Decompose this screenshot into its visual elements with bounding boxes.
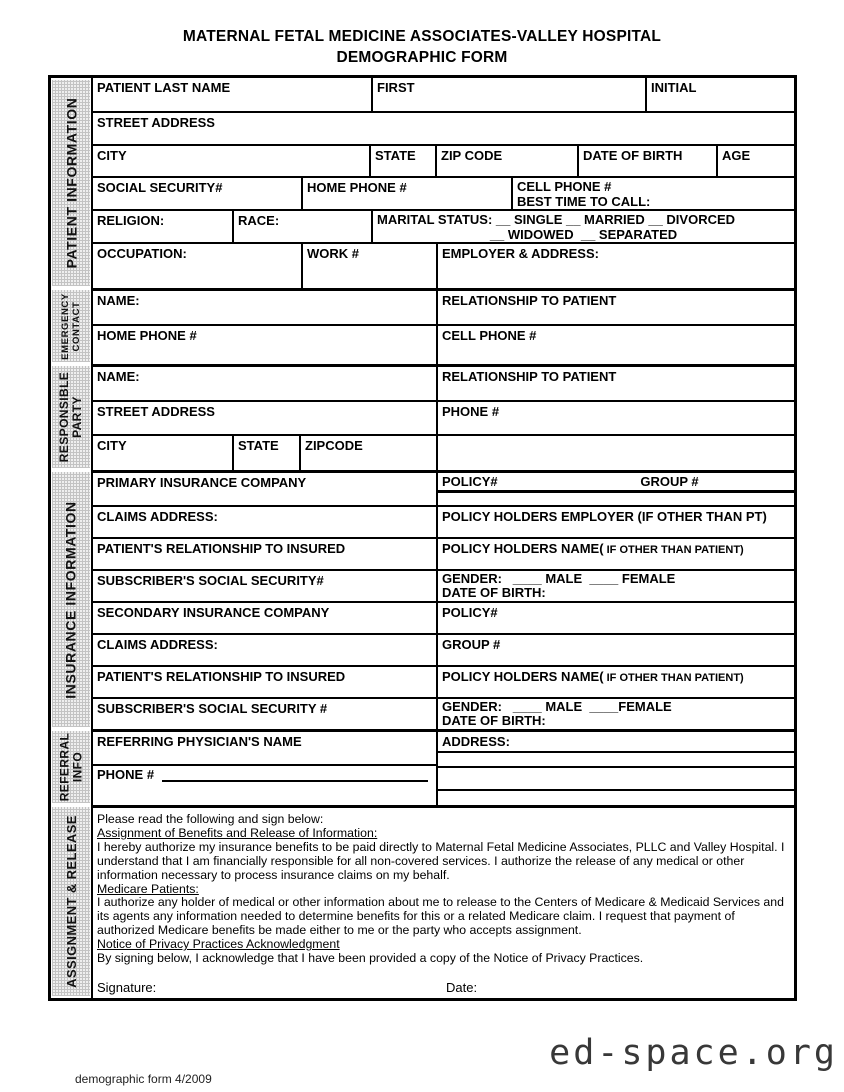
field-policy-holder-name-2: POLICY HOLDERS NAME( IF OTHER THAN PATIENT) [436, 667, 794, 697]
field-race: RACE: [232, 211, 371, 242]
field-age: AGE [716, 146, 794, 176]
field-subscriber-ssn-1: SUBSCRIBER'S SOCIAL SECURITY# [97, 573, 324, 588]
row-rp-name [93, 367, 794, 400]
field-ec-name: NAME: [97, 293, 140, 308]
field-ec-cell-phone: CELL PHONE # [436, 326, 794, 364]
responsible-rows [91, 364, 794, 470]
assignment-heading-medicare: Medicare Patients: [97, 881, 199, 896]
field-relationship-to-insured-1: PATIENT'S RELATIONSHIP TO INSURED [97, 541, 346, 556]
sidebar-label-patient-information: PATIENT INFORMATION [63, 97, 80, 269]
sidebar-label-assignment-release: ASSIGNMENT & RELEASE [63, 815, 79, 988]
address-writein-line-3 [438, 789, 794, 805]
referral-left-column [93, 732, 436, 805]
assignment-content [91, 805, 794, 998]
field-work-phone: WORK # [301, 244, 436, 288]
policy-number-label: POLICY# [442, 474, 498, 489]
policy-group-writein-area [438, 490, 794, 505]
demographic-form-table [48, 75, 797, 1001]
row-street [93, 111, 794, 144]
field-rp-zipcode: ZIPCODE [299, 436, 436, 470]
sidebar-texture [52, 472, 90, 727]
field-rp-state: STATE [232, 436, 299, 470]
row-claims-address-1 [93, 505, 794, 537]
field-marital-status [371, 211, 794, 242]
sidebar-texture [52, 80, 90, 286]
field-claims-address-1: CLAIMS ADDRESS: [97, 509, 218, 524]
row-subscriber-ssn-1 [93, 569, 794, 601]
signature-label: Signature: [97, 980, 157, 996]
gender-line-1: GENDER: ____ MALE ____ FEMALE [442, 571, 676, 586]
field-rp-blank [436, 436, 794, 470]
field-referring-physician: REFERRING PHYSICIAN'S NAME [97, 734, 302, 749]
field-first-name: FIRST [371, 78, 645, 111]
field-cell-phone [511, 178, 794, 209]
field-primary-insurance-company: PRIMARY INSURANCE COMPANY [97, 475, 307, 490]
sidebar-texture [52, 731, 90, 803]
referral-grid [93, 732, 794, 805]
sidebar-assignment-release [51, 805, 91, 998]
dob-line-1: DATE OF BIRTH: [442, 585, 546, 600]
sidebar-label-referral-info: REFERRAL INFO [57, 732, 85, 802]
form-title-line2: DEMOGRAPHIC FORM [336, 49, 508, 66]
sidebar-referral-info [51, 729, 91, 805]
field-relationship-to-insured-2: PATIENT'S RELATIONSHIP TO INSURED [97, 669, 346, 684]
field-street-address: STREET ADDRESS [97, 115, 215, 130]
row-ec-phones [93, 324, 794, 364]
referral-right-column [436, 732, 794, 805]
row-rp-street [93, 400, 794, 434]
row-religion-race-marital [93, 209, 794, 242]
field-date-of-birth: DATE OF BIRTH [577, 146, 716, 176]
field-rp-city: CITY [97, 438, 127, 453]
sidebar-responsible-party [51, 364, 91, 470]
row-relationship-2 [93, 665, 794, 697]
field-social-security: SOCIAL SECURITY# [97, 180, 223, 195]
assignment-heading-benefits: Assignment of Benefits and Release of Information: [97, 825, 378, 840]
best-time-label: BEST TIME TO CALL: [517, 194, 651, 209]
sidebar-label-responsible-party: RESPONSIBLE PARTY [57, 371, 85, 463]
field-home-phone: HOME PHONE # [301, 178, 511, 209]
dob-line-2: DATE OF BIRTH: [442, 713, 546, 728]
row-claims-address-2 [93, 633, 794, 665]
field-referral-address: ADDRESS: [442, 734, 510, 749]
section-insurance-information [51, 470, 794, 729]
form-title [0, 26, 844, 68]
sidebar-label-emergency-contact: EMERGENCY CONTACT [59, 292, 82, 360]
field-policy-holder-name-1: POLICY HOLDERS NAME( IF OTHER THAN PATIENT) [436, 539, 794, 569]
field-rp-relationship: RELATIONSHIP TO PATIENT [436, 367, 794, 400]
field-ec-home-phone: HOME PHONE # [97, 328, 197, 343]
field-rp-phone: PHONE # [436, 402, 794, 434]
phone-writein-line [162, 767, 428, 782]
field-referral-phone: PHONE # [93, 764, 436, 805]
field-group-number-2: GROUP # [436, 635, 794, 665]
field-zip-code: ZIP CODE [435, 146, 577, 176]
sidebar-texture [52, 290, 90, 362]
field-city: CITY [97, 148, 127, 163]
field-rp-street: STREET ADDRESS [97, 404, 215, 419]
gender-line-2: GENDER: ____ MALE ____FEMALE [442, 699, 672, 714]
assignment-paragraph-privacy: By signing below, I acknowledge that I have been provided a copy of the Notice of Privacy Practices. [97, 951, 644, 966]
assignment-paragraph-medicare: I authorize any holder of medical or other information about me to release to the Centers of Medicare & Medicaid Services and its agents any information needed to determine benefits for this or a related Medicare claim. I request that payment of authorized Medicare benefits be made either to me or the party who accepts assignment. [97, 895, 784, 938]
section-patient-information [51, 78, 794, 288]
assignment-heading-privacy: Notice of Privacy Practices Acknowledgment [97, 937, 340, 952]
row-phones [93, 176, 794, 209]
form-title-line1: MATERNAL FETAL MEDICINE ASSOCIATES-VALLEY HOSPITAL [182, 28, 662, 45]
sidebar-label-insurance-information: INSURANCE INFORMATION [63, 500, 80, 699]
field-subscriber-ssn-2: SUBSCRIBER'S SOCIAL SECURITY # [97, 701, 328, 716]
form-version-note: demographic form 4/2009 [75, 1072, 212, 1086]
field-claims-address-2: CLAIMS ADDRESS: [97, 637, 218, 652]
field-occupation: OCCUPATION: [97, 246, 187, 261]
field-policy-holder-employer: POLICY HOLDERS EMPLOYER (IF OTHER THAN PT) [436, 507, 794, 537]
field-gender-dob-1 [436, 571, 794, 601]
emergency-rows [91, 288, 794, 364]
field-gender-dob-2 [436, 699, 794, 729]
field-policy-group [436, 473, 794, 505]
group-number-label: GROUP # [640, 474, 699, 489]
address-writein-line-1 [438, 751, 794, 766]
row-rp-city [93, 434, 794, 470]
patient-rows [91, 78, 794, 288]
signature-row [97, 981, 786, 998]
assignment-text-block [93, 808, 794, 998]
section-assignment-release [51, 805, 794, 998]
field-ec-relationship: RELATIONSHIP TO PATIENT [436, 291, 794, 324]
watermark-ed-space: ed-space.org [549, 1033, 838, 1073]
sidebar-patient-information [51, 78, 91, 288]
field-state: STATE [369, 146, 435, 176]
date-label: Date: [446, 980, 478, 996]
marital-status-line2: __ WIDOWED __ SEPARATED [489, 227, 678, 242]
referral-rows [91, 729, 794, 805]
sidebar-texture [52, 366, 90, 468]
insurance-rows [91, 470, 794, 729]
assignment-intro: Please read the following and sign below: [97, 812, 324, 826]
row-ec-name [93, 291, 794, 324]
row-primary-insurance [93, 473, 794, 505]
row-relationship-1 [93, 537, 794, 569]
policy-group-labels [438, 473, 794, 490]
section-emergency-contact [51, 288, 794, 364]
address-writein-line-2 [438, 766, 794, 789]
sidebar-insurance-information [51, 470, 91, 729]
cell-phone-label: CELL PHONE # [517, 179, 612, 194]
row-name [93, 78, 794, 111]
row-occupation [93, 242, 794, 288]
field-secondary-insurance-company: SECONDARY INSURANCE COMPANY [97, 605, 330, 620]
sidebar-texture [52, 807, 90, 996]
assignment-paragraph-benefits: I hereby authorize my insurance benefits to be paid directly to Maternal Fetal Medicine Associates, PLLC and Valley Hospital. I understand that I am financially responsible for all non-covered services. I authorize the release of any medical or other information necessary to process insurance claims on my behalf. [97, 839, 785, 882]
field-employer-address: EMPLOYER & ADDRESS: [436, 244, 794, 288]
row-city-state-zip [93, 144, 794, 176]
field-rp-name: NAME: [97, 369, 140, 384]
field-initial: INITIAL [645, 78, 794, 111]
field-policy-number-2: POLICY# [436, 603, 794, 633]
section-referral-info [51, 729, 794, 805]
field-patient-last-name: PATIENT LAST NAME [97, 80, 231, 95]
section-responsible-party [51, 364, 794, 470]
marital-status-line1: MARITAL STATUS: __ SINGLE __ MARRIED __ DIVORCED [377, 212, 736, 227]
row-secondary-insurance [93, 601, 794, 633]
field-religion: RELIGION: [97, 213, 165, 228]
row-subscriber-ssn-2 [93, 697, 794, 729]
sidebar-emergency-contact [51, 288, 91, 364]
